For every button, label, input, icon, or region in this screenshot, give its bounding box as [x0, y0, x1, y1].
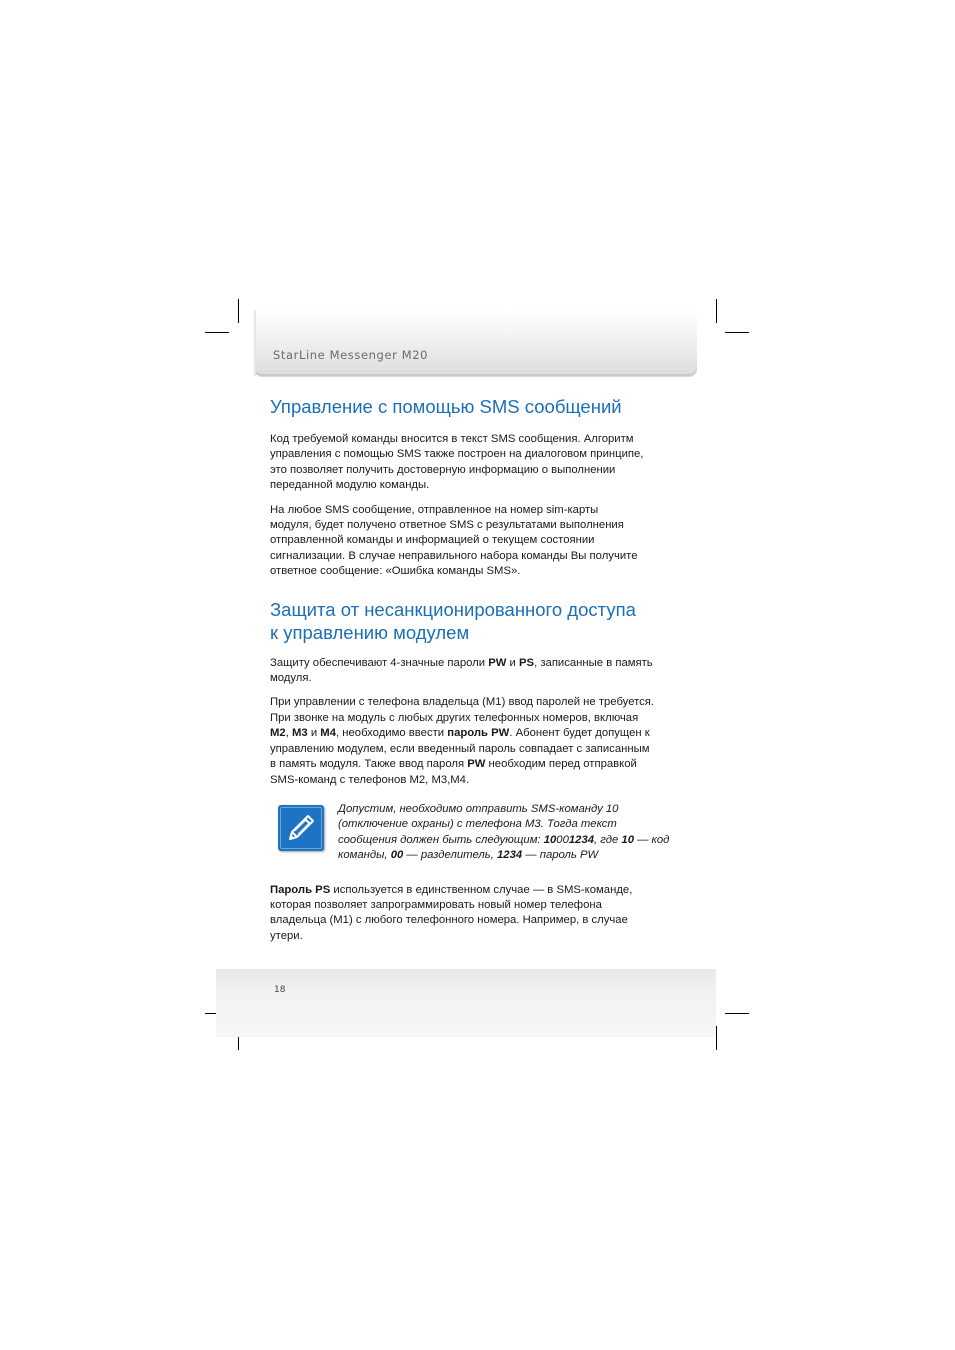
- crop-mark: [716, 1026, 717, 1050]
- crop-mark: [238, 299, 239, 323]
- paragraph: На любое SMS сообщение, отправленное на номер sim-карты модуля, будет получено ответное SMS с результатами выполнения отправленной команды и информацией о текущем состоянии сигнализации. В случае неправильного набора команды Вы получите ответное сообщение: «Ошибка команды SMS».: [270, 503, 638, 578]
- paragraph: При управлении с телефона владельца (M1) ввод паролей не требуется. При звонке на модуль с любых других телефонных номеров, включая M2, M3 и M4, необходимо ввести пароль PW. Абонент будет допущен к управлению модулем, если введенный пароль совпадает с записанным в память модуля. Также ввод пароля PW необходим перед отправкой SMS-команд с телефонов M2, M3,M4.: [270, 696, 655, 786]
- page-footer: [216, 969, 716, 1037]
- page-header: [254, 310, 697, 376]
- header-title: StarLine Messenger M20: [273, 348, 429, 362]
- pencil-icon: [278, 805, 324, 851]
- paragraph: Код требуемой команды вносится в текст SMS сообщения. Алгоритм управления с помощью SMS также построен на диалоговом принципе, это позволяет получить достоверную информацию о выполнении переданной модулю команды.: [270, 433, 644, 492]
- crop-mark: [725, 1013, 749, 1014]
- note-box: [270, 802, 688, 864]
- page-content: [270, 394, 688, 944]
- section-heading-protection: Защита от несанкционированного доступа к управлению модулем: [270, 598, 636, 643]
- crop-mark: [716, 299, 717, 323]
- paragraph: Защиту обеспечивают 4-значные пароли PW и PS, записанные в память модуля.: [270, 656, 653, 685]
- crop-mark: [725, 332, 749, 333]
- section-heading-sms: Управление с помощью SMS сообщений: [270, 396, 622, 417]
- page-number: 18: [274, 985, 286, 995]
- paragraph: Пароль PS используется в единственном случае — в SMS-команде, которая позволяет запрограммировать новый номер телефона владельца (M1) с любого телефонного номера. Например, в случае утери.: [270, 883, 633, 942]
- note-text: Допустим, необходимо отправить SMS-команду 10 (отключение охраны) с телефона M3. Тогда текст сообщения должен быть следующим: 10001234, где 10 — код команды, 00 — разделитель, 1234 — пароль PW: [338, 802, 670, 862]
- crop-mark: [205, 332, 229, 333]
